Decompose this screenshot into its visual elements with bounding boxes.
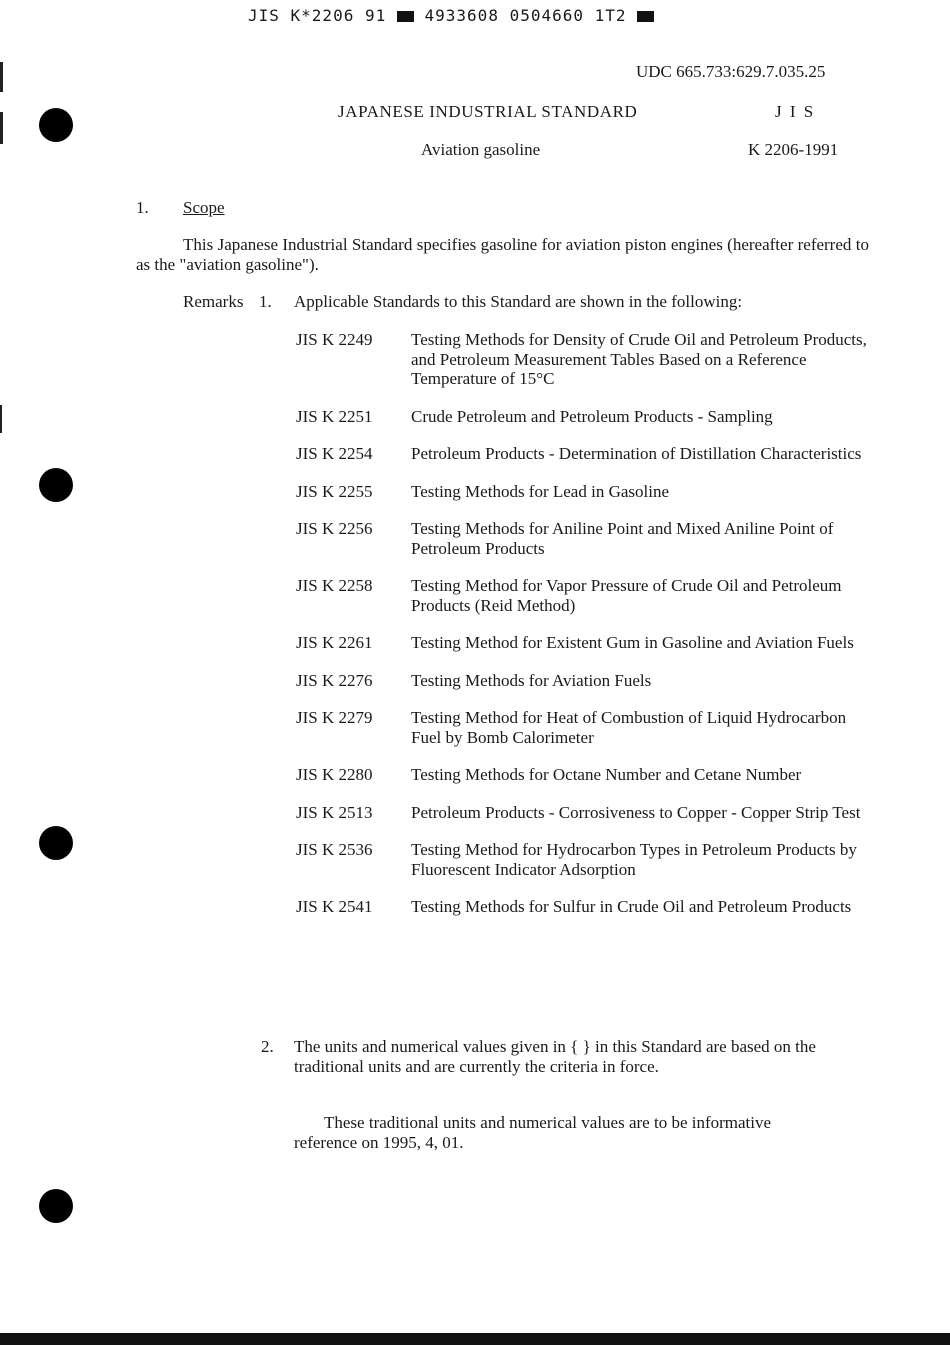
reference-title: Testing Methods for Density of Crude Oil and Petroleum Products, and Petroleum Measurement Tables Based on a Reference Temperature of 15°C (411, 330, 867, 388)
reference-title: Testing Method for Existent Gum in Gasoline and Aviation Fuels (411, 633, 854, 652)
standard-title: JAPANESE INDUSTRIAL STANDARD (338, 102, 638, 121)
remarks-label: Remarks (183, 292, 244, 311)
reference-item (296, 803, 876, 823)
header-code-part2: 4933608 0504660 1T2 (424, 6, 627, 25)
reference-item (296, 576, 876, 615)
scan-bottom-bar (0, 1333, 950, 1345)
reference-title: Testing Method for Vapor Pressure of Crude Oil and Petroleum Products (Reid Method) (411, 576, 842, 615)
remark-number: 2. (261, 1037, 274, 1056)
remark-number: 1. (259, 292, 272, 311)
remark-text: Applicable Standards to this Standard are shown in the following: (294, 292, 743, 311)
reference-item (296, 765, 876, 785)
scan-edge-mark (0, 62, 3, 92)
reference-code: JIS K 2276 (296, 670, 373, 690)
reference-item (296, 519, 876, 558)
block-mark (397, 11, 414, 22)
header-code (248, 6, 654, 25)
remark-text: The units and numerical values given in { } in this Standard are based on the traditional units and are currently the criteria in force. (294, 1037, 816, 1076)
reference-code: JIS K 2256 (296, 519, 373, 538)
reference-title: Testing Methods for Sulfur in Crude Oil and Petroleum Products (411, 897, 852, 916)
reference-item (296, 840, 876, 879)
punch-hole (39, 108, 73, 142)
reference-code: JIS K 2261 (296, 633, 373, 652)
reference-item (296, 407, 876, 427)
reference-item (296, 444, 876, 464)
reference-title: Testing Methods for Aniline Point and Mixed Aniline Point of Petroleum Products (411, 519, 834, 558)
reference-title: Testing Method for Heat of Combustion of Liquid Hydrocarbon Fuel by Bomb Calorimeter (411, 708, 847, 747)
reference-code: JIS K 2279 (296, 708, 373, 727)
applicable-standards-list (296, 330, 876, 935)
scan-edge-mark (0, 112, 3, 144)
punch-hole (39, 1189, 73, 1223)
reference-title: Petroleum Products - Determination of Distillation Characteristics (411, 444, 862, 463)
reference-item (296, 633, 876, 653)
reference-item (296, 330, 876, 389)
document-subject: Aviation gasoline (421, 140, 541, 159)
scan-edge-mark (0, 405, 2, 433)
reference-code: JIS K 2251 (296, 406, 373, 426)
scope-paragraph: This Japanese Industrial Standard specifies gasoline for aviation piston engines (hereafter referred to as the "aviation gasoline"). (136, 235, 869, 274)
jis-mark: J I S (775, 102, 816, 121)
reference-item (296, 671, 876, 691)
reference-title: Testing Methods for Lead in Gasoline (411, 481, 670, 501)
header-code-part1: JIS K*2206 91 (248, 6, 387, 25)
reference-code: JIS K 2541 (296, 897, 373, 916)
reference-code: JIS K 2255 (296, 481, 373, 501)
reference-title: Petroleum Products - Corrosiveness to Copper - Copper Strip Test (411, 802, 861, 822)
reference-code: JIS K 2536 (296, 840, 373, 859)
udc-number: UDC 665.733:629.7.035.25 (636, 62, 826, 81)
reference-code: JIS K 2280 (296, 765, 373, 784)
reference-item (296, 897, 876, 917)
punch-hole (39, 826, 73, 860)
reference-code: JIS K 2254 (296, 444, 373, 463)
section-heading: Scope (183, 198, 225, 217)
reference-item (296, 482, 876, 502)
block-mark (637, 11, 654, 22)
section-number: 1. (136, 198, 149, 217)
reference-code: JIS K 2249 (296, 330, 373, 349)
reference-code: JIS K 2513 (296, 802, 373, 822)
punch-hole (39, 468, 73, 502)
reference-title: Testing Methods for Octane Number and Cetane Number (411, 765, 802, 784)
reference-title: Crude Petroleum and Petroleum Products - Sampling (411, 406, 773, 426)
document-number: K 2206-1991 (748, 140, 839, 159)
reference-item (296, 708, 876, 747)
reference-title: Testing Methods for Aviation Fuels (411, 670, 652, 690)
reference-code: JIS K 2258 (296, 576, 373, 595)
remark-note: These traditional units and numerical values are to be informative reference on 1995, 4, 01. (294, 1113, 772, 1152)
reference-title: Testing Method for Hydrocarbon Types in Petroleum Products by Fluorescent Indicator Adsorption (411, 840, 857, 879)
